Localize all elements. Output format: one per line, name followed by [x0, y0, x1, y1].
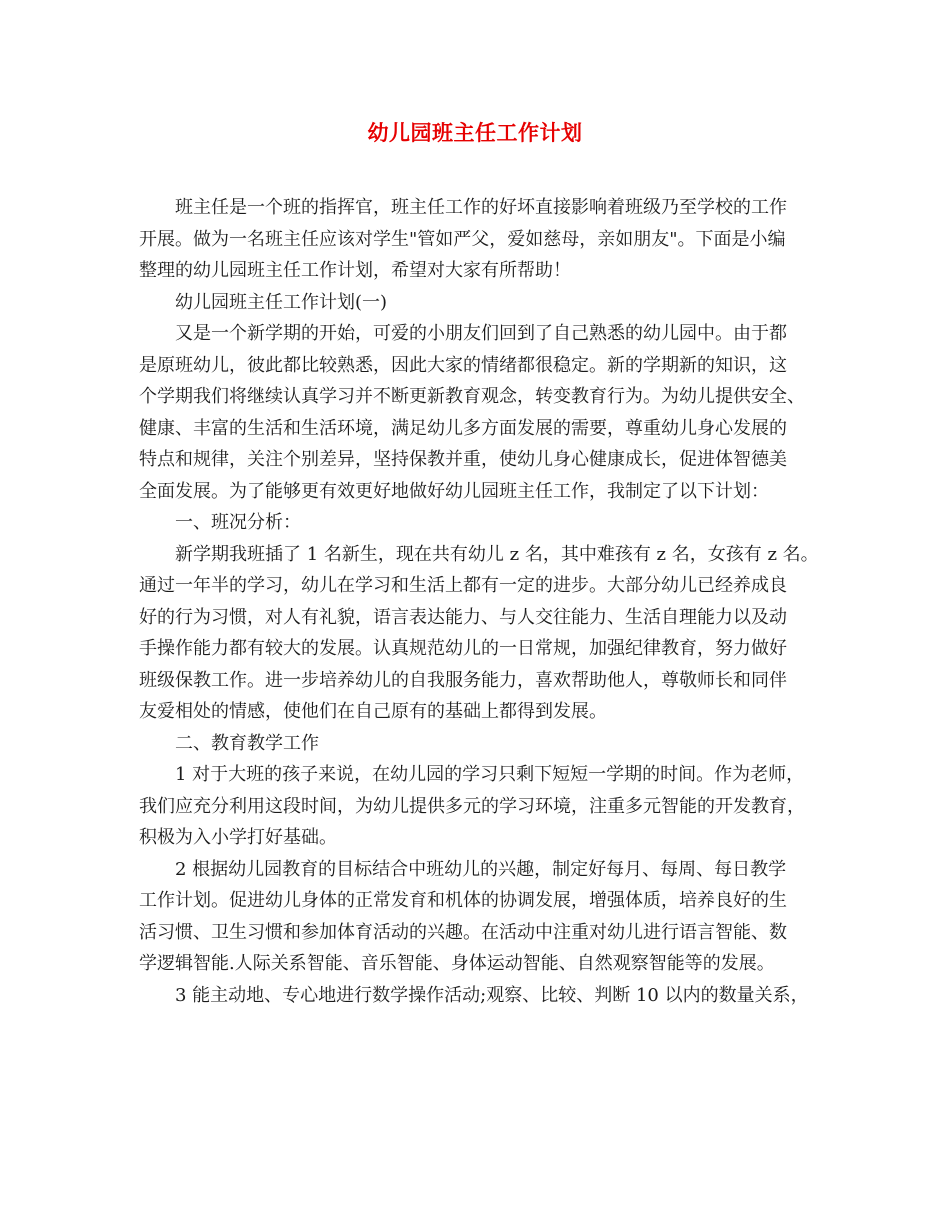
text-line: 幼儿园班主任工作计划(一) — [175, 291, 388, 313]
text-line: 1 对于大班的孩子来说，在幼儿园的学习只剩下短短一学期的时间。作为老师， — [175, 764, 805, 785]
text-line: 全面发展。为了能够更有效更好地做好幼儿园班主任工作，我制定了以下计划： — [139, 480, 769, 502]
text-line: 积极为入小学打好基础。 — [139, 827, 337, 848]
text-line: 二、教育教学工作 — [175, 732, 319, 754]
text-line: 手操作能力都有较大的发展。认真规范幼儿的一日常规，加强纪律教育，努力做好 — [139, 638, 787, 659]
text-line: 工作计划。促进幼儿身体的正常发育和机体的协调发展，增强体质，培养良好的生 — [139, 890, 787, 911]
text-line: 好的行为习惯，对人有礼貌，语言表达能力、与人交往能力、生活自理能力以及动 — [139, 606, 787, 628]
text-line: 是原班幼儿，彼此都比较熟悉，因此大家的情绪都很稳定。新的学期新的知识，这 — [139, 354, 787, 376]
text-line: 开展。做为一名班主任应该对学生"管如严父，爱如慈母，亲如朋友"。下面是小编 — [139, 228, 786, 250]
text-line: 新学期我班插了 1 名新生，现在共有幼儿 z 名，其中难孩有 z 名，女孩有 z 名。 — [175, 543, 819, 565]
text-line: 个学期我们将继续认真学习并不断更新教育观念，转变教育行为。为幼儿提供安全、 — [139, 386, 805, 407]
text-line: 友爱相处的情感，使他们在自己原有的基础上都得到发展。 — [139, 701, 607, 722]
text-line: 3 能主动地、专心地进行数学操作活动;观察、比较、判断 10 以内的数量关系， — [175, 984, 809, 1006]
text-line: 活习惯、卫生习惯和参加体育活动的兴趣。在活动中注重对幼儿进行语言智能、数 — [139, 921, 787, 943]
text-line: 2 根据幼儿园教育的目标结合中班幼儿的兴趣，制定好每月、每周、每日教学 — [175, 858, 787, 880]
document-body — [139, 192, 829, 1011]
text-line: 整理的幼儿园班主任工作计划，希望对大家有所帮助！ — [139, 260, 571, 281]
text-line: 特点和规律，关注个别差异，坚持保教并重，使幼儿身心健康成长，促进体智德美 — [139, 449, 787, 470]
text-line: 班主任是一个班的指挥官，班主任工作的好坏直接影响着班级乃至学校的工作 — [175, 197, 787, 218]
text-line: 我们应充分利用这段时间，为幼儿提供多元的学习环境，注重多元智能的开发教育， — [139, 795, 805, 817]
text-line: 又是一个新学期的开始，可爱的小朋友们回到了自己熟悉的幼儿园中。由于都 — [175, 323, 787, 344]
document-title: 幼儿园班主任工作计划 — [367, 120, 583, 145]
text-line: 通过一年半的学习，幼儿在学习和生活上都有一定的进步。大部分幼儿已经养成良 — [139, 575, 787, 596]
text-line: 一、班况分析： — [175, 512, 301, 533]
text-line: 班级保教工作。进一步培养幼儿的自我服务能力，喜欢帮助他人，尊敬师长和同伴 — [139, 669, 787, 691]
text-line: 学逻辑智能.人际关系智能、音乐智能、身体运动智能、自然观察智能等的发展。 — [139, 953, 775, 974]
text-line: 健康、丰富的生活和生活环境，满足幼儿多方面发展的需要，尊重幼儿身心发展的 — [139, 417, 787, 439]
